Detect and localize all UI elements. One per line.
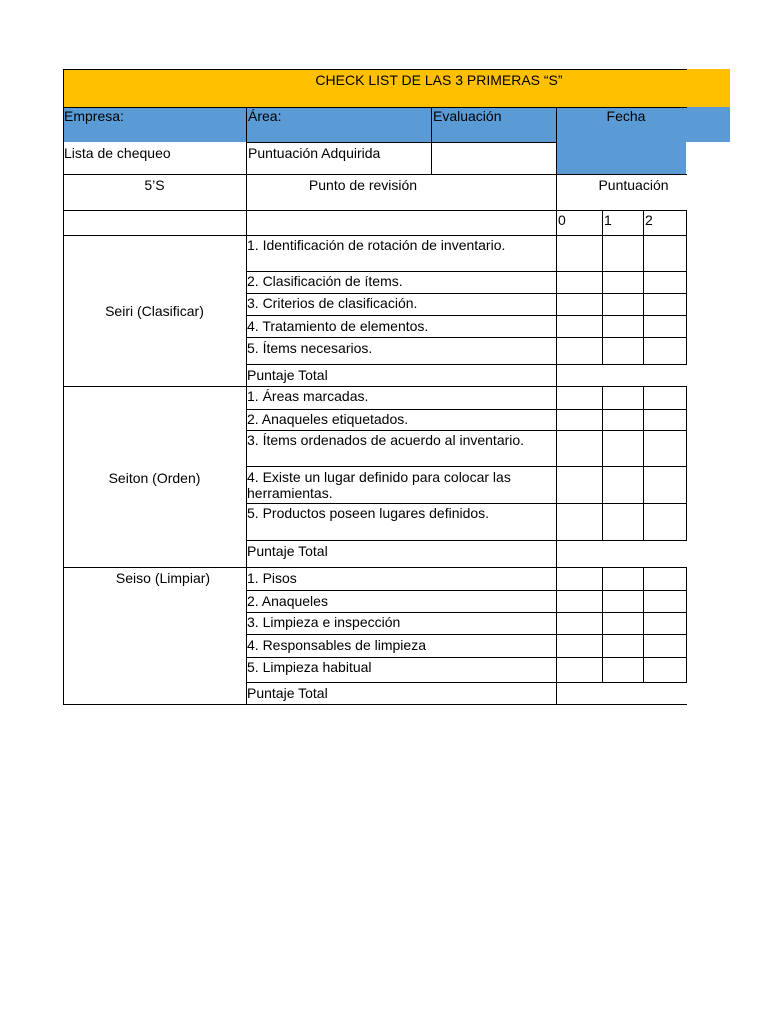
list-item: 3. Limpieza e inspección <box>247 614 401 630</box>
list-item: 3. Criterios de clasificación. <box>247 295 418 311</box>
list-item: 1. Áreas marcadas. <box>247 388 369 404</box>
list-item: 5. Ítems necesarios. <box>247 340 373 356</box>
list-item: 1. Identificación de rotación de inventario. <box>247 237 506 253</box>
section-name-seiton: Seiton (Orden) <box>108 470 201 486</box>
list-item: 1. Pisos <box>247 570 297 586</box>
list-item: 2. Anaqueles <box>247 593 328 609</box>
area-label: Área: <box>248 108 282 124</box>
list-item: 4. Existe un lugar definido para colocar las herramientas. <box>247 469 511 501</box>
list-item: 5. Limpieza habitual <box>247 659 372 675</box>
score-1-header: 1 <box>604 212 612 228</box>
section-name-seiri: Seiri (Clasificar) <box>105 303 204 319</box>
puntuacion-header: Puntuación <box>598 177 669 193</box>
total-label: Puntaje Total <box>247 367 328 383</box>
list-item: 5. Productos poseen lugares definidos. <box>247 505 490 521</box>
punto-header: Punto de revisión <box>308 177 418 193</box>
list-item: 2. Clasificación de ítems. <box>247 273 403 289</box>
section-name-seiso: Seiso (Limpiar) <box>115 570 211 586</box>
list-item: 2. Anaqueles etiquetados. <box>247 411 409 427</box>
evaluacion-label: Evaluación <box>433 108 502 124</box>
fecha-label: Fecha <box>606 108 646 124</box>
five-s-header: 5’S <box>144 177 165 193</box>
page-title: CHECK LIST DE LAS 3 PRIMERAS “S” <box>315 72 563 88</box>
fecha-band <box>556 142 686 174</box>
list-item: 4. Tratamiento de elementos. <box>247 318 429 334</box>
puntuacion-adquirida-label: Puntuación Adquirida <box>248 145 381 161</box>
list-item: 3. Ítems ordenados de acuerdo al inventario. <box>247 432 525 448</box>
list-item: 4. Responsables de limpieza <box>247 637 426 653</box>
lista-label: Lista de chequeo <box>64 145 171 161</box>
score-0-header: 0 <box>558 212 566 228</box>
total-label: Puntaje Total <box>247 685 328 701</box>
score-2-header: 2 <box>645 212 653 228</box>
empresa-label: Empresa: <box>64 108 124 124</box>
total-label: Puntaje Total <box>247 543 328 559</box>
